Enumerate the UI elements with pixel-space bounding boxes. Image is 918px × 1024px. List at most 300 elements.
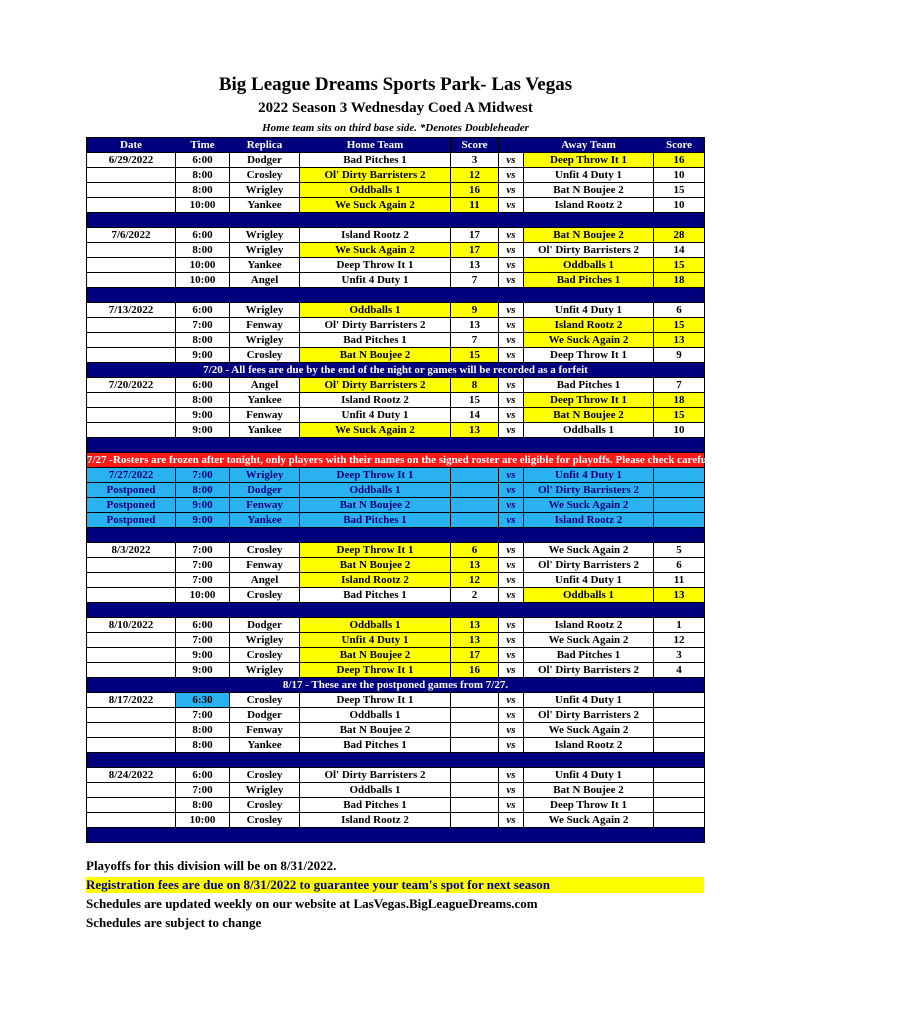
away-score-cell [654,798,705,813]
time-cell: 8:00 [176,738,230,753]
game-row [87,738,705,753]
spacer-cell [87,603,705,618]
away-team-cell: Unfit 4 Duty 1 [524,693,654,708]
replica-cell: Angel [230,273,300,288]
replica-cell: Crosley [230,543,300,558]
time-cell: 8:00 [176,333,230,348]
vs-cell: vs [499,498,524,513]
vs-cell: vs [499,648,524,663]
game-row [87,378,705,393]
vs-cell: vs [499,348,524,363]
game-row [87,318,705,333]
time-cell: 8:00 [176,183,230,198]
date-cell [87,393,176,408]
game-row [87,423,705,438]
home-score-cell: 15 [451,348,499,363]
game-row [87,153,705,168]
vs-cell: vs [499,198,524,213]
game-row [87,183,705,198]
away-score-cell: 14 [654,243,705,258]
home-score-cell: 15 [451,393,499,408]
replica-cell: Fenway [230,558,300,573]
home-team-cell: Oddballs 1 [300,183,451,198]
time-cell: 9:00 [176,513,230,528]
replica-cell: Yankee [230,513,300,528]
time-cell: 9:00 [176,498,230,513]
vs-cell: vs [499,333,524,348]
away-team-cell: Deep Throw It 1 [524,153,654,168]
vs-cell: vs [499,813,524,828]
home-score-cell [451,513,499,528]
home-score-cell: 7 [451,333,499,348]
away-score-cell [654,738,705,753]
replica-cell: Dodger [230,153,300,168]
away-score-cell: 5 [654,543,705,558]
away-score-cell: 10 [654,198,705,213]
away-team-cell: Island Rootz 2 [524,618,654,633]
date-cell: 8/17/2022 [87,693,176,708]
vs-cell: vs [499,273,524,288]
replica-cell: Crosley [230,348,300,363]
home-team-cell: Island Rootz 2 [300,393,451,408]
away-score-cell [654,768,705,783]
away-team-cell: Ol' Dirty Barristers 2 [524,243,654,258]
date-cell [87,798,176,813]
date-cell: Postponed [87,483,176,498]
away-team-cell: Bat N Boujee 2 [524,228,654,243]
game-row [87,483,705,498]
date-cell [87,723,176,738]
time-cell: 7:00 [176,573,230,588]
time-cell: 9:00 [176,348,230,363]
vs-cell: vs [499,768,524,783]
notice-text: 7/20 - All fees are due by the end of the night or games will be recorded as a forfeit [87,363,705,378]
away-score-cell [654,693,705,708]
page-subtitle: 2022 Season 3 Wednesday Coed A Midwest [258,100,533,116]
time-cell: 8:00 [176,798,230,813]
date-cell [87,318,176,333]
vs-cell: vs [499,738,524,753]
game-row [87,543,705,558]
home-score-cell: 8 [451,378,499,393]
date-cell: 7/27/2022 [87,468,176,483]
away-team-cell: Oddballs 1 [524,423,654,438]
game-row [87,348,705,363]
spacer-cell [87,828,705,843]
home-team-cell: We Suck Again 2 [300,423,451,438]
home-score-cell: 2 [451,588,499,603]
game-row [87,663,705,678]
notice-text: 7/27 -Rosters are frozen after tonight, only players with their names on the signed roster are eligible for playoffs. Please check carefully as changes will not be made for omissions. [87,454,918,466]
spacer-row [87,753,705,768]
vs-cell: vs [499,573,524,588]
home-team-cell: We Suck Again 2 [300,243,451,258]
away-team-cell: Ol' Dirty Barristers 2 [524,483,654,498]
vs-cell: vs [499,663,524,678]
vs-cell: vs [499,588,524,603]
col-away-score: Score [654,138,705,153]
date-cell [87,348,176,363]
game-row [87,783,705,798]
home-score-cell: 13 [451,633,499,648]
replica-cell: Wrigley [230,468,300,483]
col-home-score: Score [451,138,499,153]
home-team-cell: Ol' Dirty Barristers 2 [300,318,451,333]
home-score-cell [451,768,499,783]
date-cell [87,273,176,288]
spacer-row [87,828,705,843]
notice-row [87,678,705,693]
game-row [87,633,705,648]
away-team-cell: We Suck Again 2 [524,813,654,828]
away-team-cell: Oddballs 1 [524,258,654,273]
home-team-cell: Island Rootz 2 [300,573,451,588]
home-score-cell [451,723,499,738]
away-score-cell: 15 [654,408,705,423]
date-cell [87,168,176,183]
replica-cell: Fenway [230,498,300,513]
replica-cell: Wrigley [230,663,300,678]
away-score-cell [654,783,705,798]
date-cell [87,648,176,663]
replica-cell: Wrigley [230,303,300,318]
game-row [87,408,705,423]
game-row [87,333,705,348]
time-cell: 10:00 [176,588,230,603]
away-team-cell: Bat N Boujee 2 [524,783,654,798]
home-team-cell: Bad Pitches 1 [300,513,451,528]
replica-cell: Crosley [230,168,300,183]
away-score-cell: 15 [654,258,705,273]
home-team-cell: Bad Pitches 1 [300,738,451,753]
col-replica: Replica [230,138,300,153]
spacer-cell [87,288,705,303]
away-score-cell: 16 [654,153,705,168]
home-team-cell: Deep Throw It 1 [300,543,451,558]
replica-cell: Angel [230,573,300,588]
away-score-cell [654,498,705,513]
replica-cell: Yankee [230,738,300,753]
time-cell: 7:00 [176,783,230,798]
away-team-cell: Deep Throw It 1 [524,393,654,408]
away-score-cell: 28 [654,228,705,243]
home-score-cell: 17 [451,648,499,663]
vs-cell: vs [499,618,524,633]
game-row [87,708,705,723]
away-team-cell: Unfit 4 Duty 1 [524,768,654,783]
playoffs-note: Playoffs for this division will be on 8/31/2022. [86,858,337,873]
away-team-cell: Bad Pitches 1 [524,648,654,663]
away-team-cell: Unfit 4 Duty 1 [524,303,654,318]
col-vs [499,138,524,153]
date-cell: 7/13/2022 [87,303,176,318]
home-score-cell: 13 [451,258,499,273]
time-cell: 9:00 [176,423,230,438]
vs-cell: vs [499,558,524,573]
vs-cell: vs [499,783,524,798]
away-team-cell: Bad Pitches 1 [524,378,654,393]
away-score-cell: 1 [654,618,705,633]
date-cell [87,243,176,258]
replica-cell: Yankee [230,198,300,213]
home-score-cell: 3 [451,153,499,168]
replica-cell: Crosley [230,813,300,828]
date-cell [87,813,176,828]
date-cell [87,708,176,723]
home-team-cell: Oddballs 1 [300,303,451,318]
time-cell: 6:00 [176,303,230,318]
away-score-cell: 11 [654,573,705,588]
vs-cell: vs [499,423,524,438]
away-score-cell: 3 [654,648,705,663]
header-row [87,138,705,153]
date-cell [87,738,176,753]
away-score-cell: 15 [654,183,705,198]
game-row [87,273,705,288]
game-row [87,723,705,738]
away-team-cell: Island Rootz 2 [524,513,654,528]
game-row [87,498,705,513]
date-cell [87,663,176,678]
spacer-cell [87,438,705,453]
home-team-cell: Oddballs 1 [300,483,451,498]
game-row [87,468,705,483]
vs-cell: vs [499,633,524,648]
home-score-cell [451,738,499,753]
date-cell [87,558,176,573]
replica-cell: Crosley [230,693,300,708]
spacer-row [87,438,705,453]
home-score-cell: 13 [451,318,499,333]
away-team-cell: We Suck Again 2 [524,333,654,348]
home-team-cell: Unfit 4 Duty 1 [300,408,451,423]
away-score-cell [654,513,705,528]
home-score-cell [451,693,499,708]
home-score-cell [451,813,499,828]
home-team-cell: Island Rootz 2 [300,228,451,243]
spacer-cell [87,753,705,768]
away-team-cell: Deep Throw It 1 [524,798,654,813]
away-score-cell [654,708,705,723]
replica-cell: Fenway [230,408,300,423]
date-cell [87,783,176,798]
date-cell [87,408,176,423]
spacer-row [87,603,705,618]
away-score-cell: 4 [654,663,705,678]
replica-cell: Yankee [230,423,300,438]
home-score-cell: 6 [451,543,499,558]
home-team-cell: Deep Throw It 1 [300,693,451,708]
date-cell: Postponed [87,513,176,528]
vs-cell: vs [499,243,524,258]
home-score-cell [451,798,499,813]
away-score-cell: 6 [654,558,705,573]
col-time: Time [176,138,230,153]
date-cell [87,258,176,273]
home-score-cell: 13 [451,618,499,633]
game-row [87,573,705,588]
col-date: Date [87,138,176,153]
time-cell: 6:30 [176,693,230,708]
game-row [87,393,705,408]
home-team-cell: We Suck Again 2 [300,198,451,213]
date-cell [87,573,176,588]
vs-cell: vs [499,798,524,813]
date-cell [87,588,176,603]
away-score-cell: 6 [654,303,705,318]
game-row [87,618,705,633]
away-team-cell: We Suck Again 2 [524,633,654,648]
time-cell: 7:00 [176,708,230,723]
away-score-cell: 10 [654,168,705,183]
change-note: Schedules are subject to change [86,915,262,930]
time-cell: 6:00 [176,228,230,243]
game-row [87,228,705,243]
home-team-cell: Deep Throw It 1 [300,258,451,273]
date-cell: Postponed [87,498,176,513]
away-team-cell: We Suck Again 2 [524,543,654,558]
time-cell: 6:00 [176,153,230,168]
away-score-cell [654,483,705,498]
game-row [87,558,705,573]
game-row [87,648,705,663]
notice-row [87,363,705,378]
vs-cell: vs [499,483,524,498]
replica-cell: Crosley [230,798,300,813]
spacer-cell [87,213,705,228]
vs-cell: vs [499,693,524,708]
date-cell: 7/6/2022 [87,228,176,243]
home-team-cell: Unfit 4 Duty 1 [300,633,451,648]
replica-cell: Wrigley [230,333,300,348]
time-cell: 10:00 [176,198,230,213]
date-cell [87,633,176,648]
home-team-cell: Bad Pitches 1 [300,588,451,603]
home-team-cell: Oddballs 1 [300,618,451,633]
away-score-cell: 15 [654,318,705,333]
notice-text: 8/17 - These are the postponed games from 7/27. [87,678,705,693]
home-team-cell: Bat N Boujee 2 [300,723,451,738]
time-cell: 9:00 [176,408,230,423]
home-score-cell: 16 [451,183,499,198]
vs-cell: vs [499,318,524,333]
home-score-cell [451,783,499,798]
vs-cell: vs [499,513,524,528]
home-score-cell: 12 [451,168,499,183]
away-team-cell: Ol' Dirty Barristers 2 [524,558,654,573]
away-score-cell: 13 [654,588,705,603]
away-team-cell: Island Rootz 2 [524,738,654,753]
away-team-cell: Island Rootz 2 [524,318,654,333]
time-cell: 8:00 [176,723,230,738]
replica-cell: Crosley [230,768,300,783]
replica-cell: Dodger [230,483,300,498]
time-cell: 10:00 [176,273,230,288]
home-team-cell: Bat N Boujee 2 [300,348,451,363]
time-cell: 8:00 [176,393,230,408]
replica-cell: Fenway [230,723,300,738]
away-team-cell: We Suck Again 2 [524,498,654,513]
vs-cell: vs [499,168,524,183]
vs-cell: vs [499,183,524,198]
replica-cell: Wrigley [230,243,300,258]
date-cell [87,198,176,213]
time-cell: 7:00 [176,633,230,648]
time-cell: 7:00 [176,543,230,558]
vs-cell: vs [499,468,524,483]
replica-cell: Yankee [230,258,300,273]
notice-row [87,453,705,468]
time-cell: 7:00 [176,558,230,573]
time-cell: 10:00 [176,813,230,828]
game-row [87,513,705,528]
date-cell [87,333,176,348]
home-team-cell: Deep Throw It 1 [300,663,451,678]
replica-cell: Angel [230,378,300,393]
game-row [87,768,705,783]
date-cell: 7/20/2022 [87,378,176,393]
away-score-cell: 12 [654,633,705,648]
home-team-cell: Bat N Boujee 2 [300,558,451,573]
away-score-cell [654,813,705,828]
game-row [87,798,705,813]
spacer-row [87,288,705,303]
replica-cell: Fenway [230,318,300,333]
time-cell: 9:00 [176,663,230,678]
home-team-cell: Ol' Dirty Barristers 2 [300,168,451,183]
away-score-cell: 18 [654,393,705,408]
away-score-cell [654,468,705,483]
time-cell: 8:00 [176,168,230,183]
home-team-note: Home team sits on third base side. *Denotes Doubleheader [262,122,529,134]
spacer-row [87,528,705,543]
game-row [87,813,705,828]
col-home-team: Home Team [300,138,451,153]
away-score-cell: 18 [654,273,705,288]
home-score-cell: 11 [451,198,499,213]
home-team-cell: Bad Pitches 1 [300,153,451,168]
away-team-cell: Bad Pitches 1 [524,273,654,288]
time-cell: 10:00 [176,258,230,273]
time-cell: 9:00 [176,648,230,663]
date-cell: 8/10/2022 [87,618,176,633]
away-team-cell: Deep Throw It 1 [524,348,654,363]
away-team-cell: Ol' Dirty Barristers 2 [524,708,654,723]
date-cell: 8/24/2022 [87,768,176,783]
vs-cell: vs [499,258,524,273]
home-team-cell: Ol' Dirty Barristers 2 [300,768,451,783]
registration-note: Registration fees are due on 8/31/2022 to guarantee your team's spot for next season [86,877,704,893]
away-score-cell: 10 [654,423,705,438]
spacer-cell [87,528,705,543]
away-score-cell: 13 [654,333,705,348]
col-away-team: Away Team [524,138,654,153]
home-team-cell: Oddballs 1 [300,783,451,798]
time-cell: 7:00 [176,318,230,333]
vs-cell: vs [499,708,524,723]
away-team-cell: Island Rootz 2 [524,198,654,213]
away-team-cell: Unfit 4 Duty 1 [524,468,654,483]
home-score-cell: 17 [451,243,499,258]
replica-cell: Yankee [230,393,300,408]
away-score-cell: 9 [654,348,705,363]
replica-cell: Wrigley [230,183,300,198]
replica-cell: Crosley [230,648,300,663]
replica-cell: Wrigley [230,783,300,798]
away-team-cell: Ol' Dirty Barristers 2 [524,663,654,678]
away-team-cell: Unfit 4 Duty 1 [524,168,654,183]
spacer-row [87,213,705,228]
